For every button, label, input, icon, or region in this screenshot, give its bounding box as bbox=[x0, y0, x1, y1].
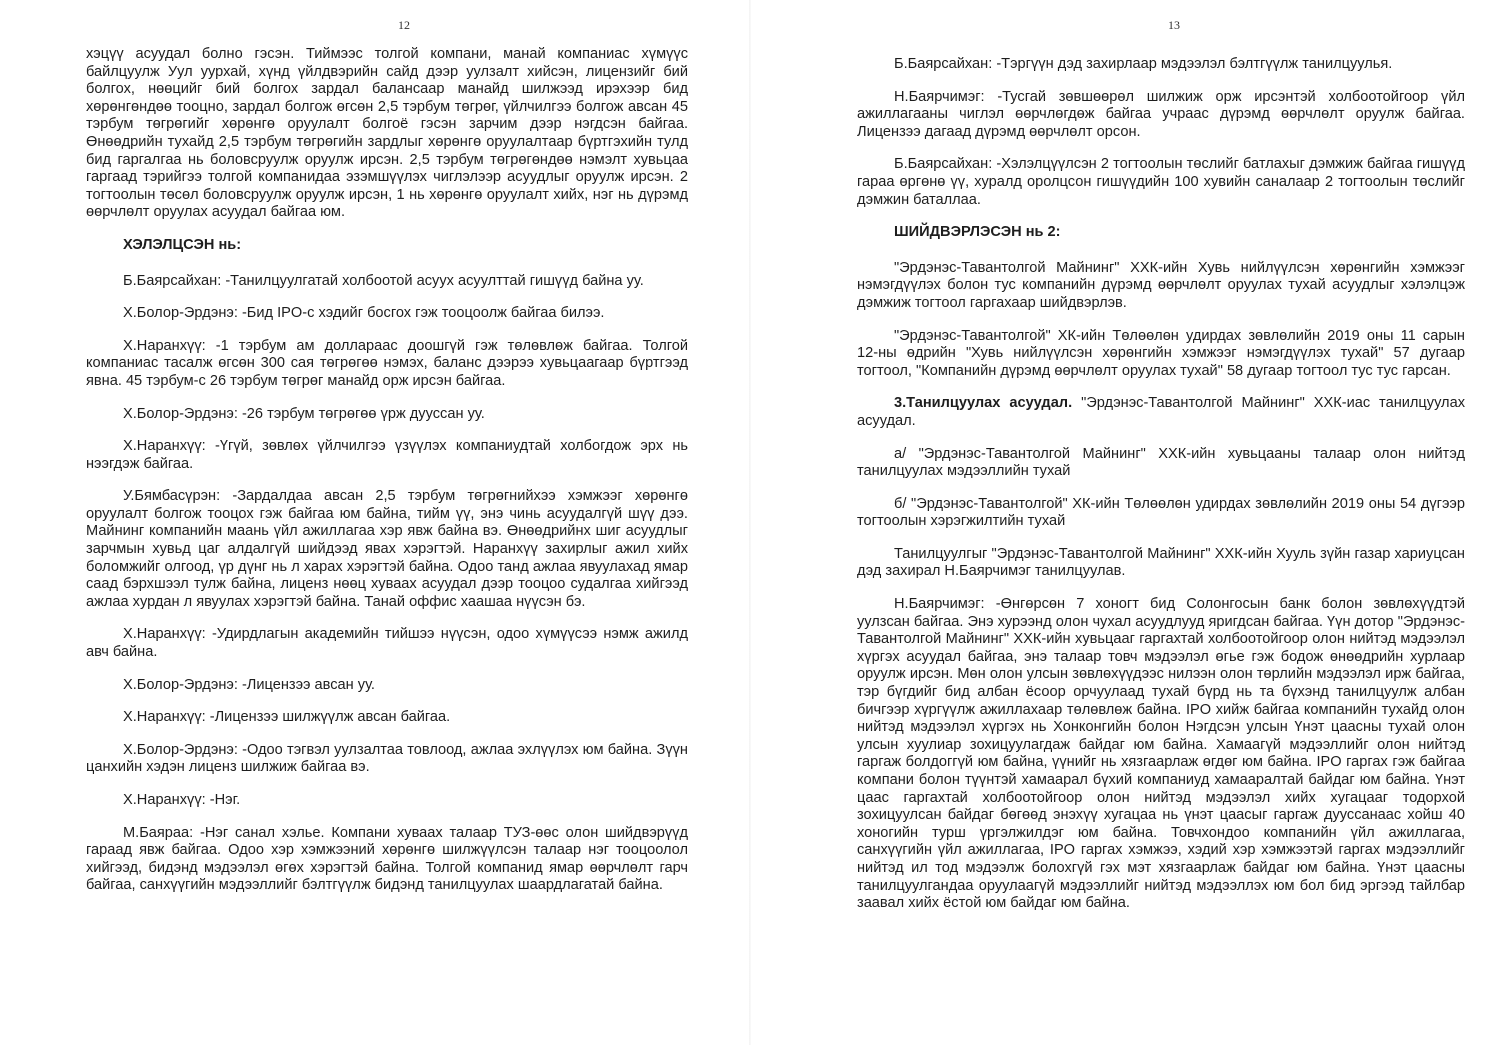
speaker-paragraph: Х.Наранхүү: -1 тэрбум ам доллараас доошгүй гэж төлөвлөж байгаа. Толгой компаниас тасалж өгсөн 300 сая төгрөгөө нэмэх, баланс дээрээ хувьцаагаар бүртгээд явна. 45 тэрбум-с 26 тэрбум төгрөг манайд орж ирсэн байгаа. bbox=[86, 337, 688, 389]
paragraph: б/ "Эрдэнэс-Тавантолгой" ХК-ийн Төлөөлөн удирдах зөвлөлийн 2019 оны 54 дүгээр тогтоолын хэрэгжилтийн тухай bbox=[857, 495, 1465, 530]
speaker-paragraph: Х.Болор-Эрдэнэ: -Одоо тэгвэл уулзалтаа товлоод, ажлаа эхлүүлэх юм байна. Зүүн цанхийн хэдэн лиценз шилжиж байгаа вэ. bbox=[86, 741, 688, 776]
speaker-paragraph: Х.Болор-Эрдэнэ: -Бид IPO-с хэдийг босгох гэж тооцоолж байгаа билээ. bbox=[123, 305, 605, 322]
paragraph: Танилцуулгыг "Эрдэнэс-Тавантолгой Майнинг" ХХК-ийн Хууль зүйн газар хариуцсан дэд захирал Н.Баярчимэг танилцуулав. bbox=[857, 545, 1465, 580]
agenda-item-desc: "Эрдэнэс-Тавантолгой Майнинг" ХХК-иас танилцуулах асуудал. bbox=[857, 395, 1465, 429]
paragraph: "Эрдэнэс-Тавантолгой" ХК-ийн Төлөөлөн удирдах зөвлөлийн 2019 оны 11 сарын 12-ны өдрийн "Хувь нийлүүлсэн хөрөнгийн хэмжээг нэмэгдүүлэх тухай" 57 дугаар тогтоол, "Компанийн дүрэмд өөрчлөлт оруулах тухай" 58 дугаар тогтоол тус тус гарсан. bbox=[857, 327, 1465, 379]
page-body bbox=[86, 46, 688, 910]
speaker-paragraph: Х.Наранхүү: -Удирдлагын академийн тийшээ нүүсэн, одоо хүмүүсээ нэмж ажилд авч байна. bbox=[86, 626, 688, 661]
speaker-paragraph: Х.Наранхүү: -Үгүй, зөвлөх үйлчилгээ үзүүлэх компаниудтай холбогдож эрх нь нээгдэж байгаа. bbox=[86, 438, 688, 472]
speaker-paragraph: Х.Болор-Эрдэнэ: -Лицензээ авсан уу. bbox=[123, 676, 375, 693]
speaker-paragraph: Б.Баярсайхан: -Тэргүүн дэд захирлаар мэдээлэл бэлтгүүлж танилцуулья. bbox=[894, 56, 1393, 72]
speaker-paragraph: Х.Болор-Эрдэнэ: -26 тэрбум төгрөгөө үрж дууссан уу. bbox=[123, 405, 485, 422]
speaker-paragraph: Б.Баярсайхан: -Хэлэлцүүлсэн 2 тогтоолын төслийг батлахыг дэмжиж байгаа гишүүд гараа өргөнө үү, хуралд оролцсон гишүүдийн 100 хувийн саналаар 2 тогтоолын төслийг дэмжин баталлаа. bbox=[857, 156, 1465, 208]
paragraph: "Эрдэнэс-Тавантолгой Майнинг" ХХК-ийн Хувь нийлүүлсэн хөрөнгийн хэмжээг нэмэгдүүлэх болон тус компанийн дүрэмд өөрчлөлт оруулах тухай асуудлыг хэлэлцэж дэмжиж тогтоол гаргахаар шийдвэрлэв. bbox=[857, 259, 1465, 311]
speaker-paragraph: Х.Наранхүү: -Нэг. bbox=[123, 792, 241, 808]
speaker-paragraph: Б.Баярсайхан: -Танилцуулгатай холбоотой асуух асуулттай гишүүд байна уу. bbox=[123, 272, 644, 289]
agenda-item-title: 3.Танилцуулах асуудал. bbox=[894, 395, 1073, 412]
speaker-paragraph: М.Баяраа: -Нэг санал хэлье. Компани хуваах талаар ТУЗ-өөс олон шийдвэрүүд гараад явж байгаа. Одоо хэр хэмжээний хөрөнгө шилжүүлсэн талаар нэг тооцоолол хийгээд, бидэнд мэдээлэл өгөх хэрэгтэй байна. Толгой компанид ямар өөрчлөлт гарч байгаа, санхүүгийн мэдээллийг бэлтгүүлж бидэнд танилцуулах шаардлагатай байна. bbox=[86, 824, 688, 894]
speaker-paragraph: Х.Наранхүү: -Лицензээ шилжүүлж авсан байгаа. bbox=[123, 709, 451, 726]
right-page bbox=[750, 0, 1500, 1045]
speaker-paragraph: У.Бямбасүрэн: -Зардалдаа авсан 2,5 тэрбум төгрөгнийхээ хэмжээг хөрөнгө оруулалт болгож тооцох гэж байгаа юм байна, тийм үү, энэ чинь асуудалгүй шүү дээ. Майнинг компанийн маань үйл ажиллагаа хэр явж байна вэ. Өнөөдрийнх шиг асуудлыг зарчмын хувьд цаг алдалгүй шийдээд явах хэрэгтэй. Наранхүү захирлыг ажил хийх боломжийг олгоод, үр дүнг нь л харах хэрэгтэй байна. Одоо танд ажлаа явуулахад ямар саад бэрхшээл тулж байна, лиценз нөөц хуваах асуудал дээр тооцоо судалгаа хийгээд ажлаа хурдан л явуулах хэрэгтэй байна. Танай оффис хаашаа нүүсэн бэ. bbox=[86, 488, 688, 610]
section-heading: ХЭЛЭЛЦСЭН нь: bbox=[123, 236, 242, 253]
page-number: 12 bbox=[398, 18, 410, 32]
agenda-item-heading bbox=[857, 395, 1465, 430]
speaker-paragraph: Н.Баярчимэг: -Тусгай зөвшөөрөл шилжиж орж ирсэнтэй холбоотойгоор үйл ажиллагааны чиглэл өөрчлөгдөж байгаа учраас дүрэмд өөрчлөлт оруулж байгаа. Лицензээ дагаад дүрэмд өөрчлөлт орсон. bbox=[857, 88, 1465, 140]
paragraph: а/ "Эрдэнэс-Тавантолгой Майнинг" ХХК-ийн хувьцааны талаар олон нийтэд танилцуулах мэдээллийн тухай bbox=[857, 445, 1465, 480]
page-body bbox=[857, 56, 1465, 928]
speaker-paragraph: Н.Баярчимэг: -Өнгөрсөн 7 хоногт бид Солонгосын банк болон зөвлөхүүдтэй уулзсан байгаа. Энэ хурээнд олон чухал асуудлууд яригдсан байгаа. Үүн дотор "Эрдэнэс-Тавантолгой Майнинг" ХХК-ийн хувьцааг гаргахтай холбоотойгоор олон нийтэд мэдээлэл хүргэх асуудал байгаа, энэ талаар товч мэдээлэл өгье гэж бодож өнөөдрийн хурлаар оруулж ирсэн. Мөн олон улсын зөвлөхүүдээс нилээн олон төрлийн мэдээлэл ирж байгаа, тэр бүгдийг бид албан ёсоор орчуулаад тухай бүрд нь та бүхэнд танилцуулж албан бичгээр хүргүүлж ажиллахаар төлөвлөж байна. IPO хийж байгаа компанийн тухайд олон нийтэд мэдээлэл хүргэх нь Хонконгийн болон Нэгдсэн улсын Үнэт цаасны тухай олон улсын хуулиар зохицуулагдаж байдаг юм байна. Хамаагүй мэдээллийг олон нийтэд гаргаж болдоггүй юм байна, үүнийг нь хязгаарлаж өгдөг юм байна. IPO гаргах гэж байгаа компани болон түүнтэй хамаарал бүхий компаниуд хамааралтай байдаг юм байна. Үнэт цаас гаргахтай холбоотойгоор олон нийтэд мэдээлэл хийх хугацааг тодорхой зохицуулсан байдаг бөгөөд энэхүү хугацаа нь үнэт цаасыг гаргаж дууссанаас хойш 40 хоногийн турш үргэлжилдэг юм байна. Товчхондоо компанийн үйл ажиллагаа, санхүүгийн үйл ажиллагаа, IPO гаргах хэмжээ, хэдий хэр хэмжээтэй гаргах мэдээллийг нийтэд ил тод мэдээлж болохгүй гэх мэт хязгаарлаж байдаг юм байна. Үнэт цаасны танилцуулгандаа оруулаагүй мэдээллийг нийтэд мэдээллэх юм бол бид эргээд тайлбар заавал хийх ёстой юм байдаг юм байна. bbox=[857, 596, 1465, 912]
section-heading: ШИЙДВЭРЛЭСЭН нь 2: bbox=[894, 224, 1061, 241]
page-number: 13 bbox=[1168, 18, 1180, 32]
paragraph: хэцүү асуудал болно гэсэн. Тиймээс толгой компани, манай компаниас хүмүүс байлцуулж Уул уурхай, хүнд үйлдвэрийн сайд дээр уулзалт хийсэн, лицензийг бий болгох, нөөцийг бий болгох зардал балансаар манайд шилжээд ирэхээр бид хөрөнгөндөө тооцно, зардал болгож өгсөн 2,5 тэрбум төгрөг, үйлчилгээ болгож авсан 45 тэрбум төгрөгийг хөрөнгө оруулалт болгоё гэсэн зарчим дээр нэгдсэн байгаа. Өнөөдрийн тухайд 2,5 тэрбум төгрөгийн зардлыг хөрөнгө оруулалтаар бүртгэхийн тулд бид гаргалгаа нь боловсруулж оруулж ирсэн. 2,5 тэрбум төгрөгөндөө нэмэлт хувьцаа гаргаад тэрийгээ толгой компанидаа эзэмшүүлэх чиглэлээр асуудлыг оруулж ирсэн. 2 тогтоолын төсөл боловсруулж оруулж ирсэн, 1 нь хөрөнгө оруулалт хийх, нэг нь дүрэмд өөрчлөлт оруулах асуудал байгаа юм. bbox=[86, 46, 688, 221]
